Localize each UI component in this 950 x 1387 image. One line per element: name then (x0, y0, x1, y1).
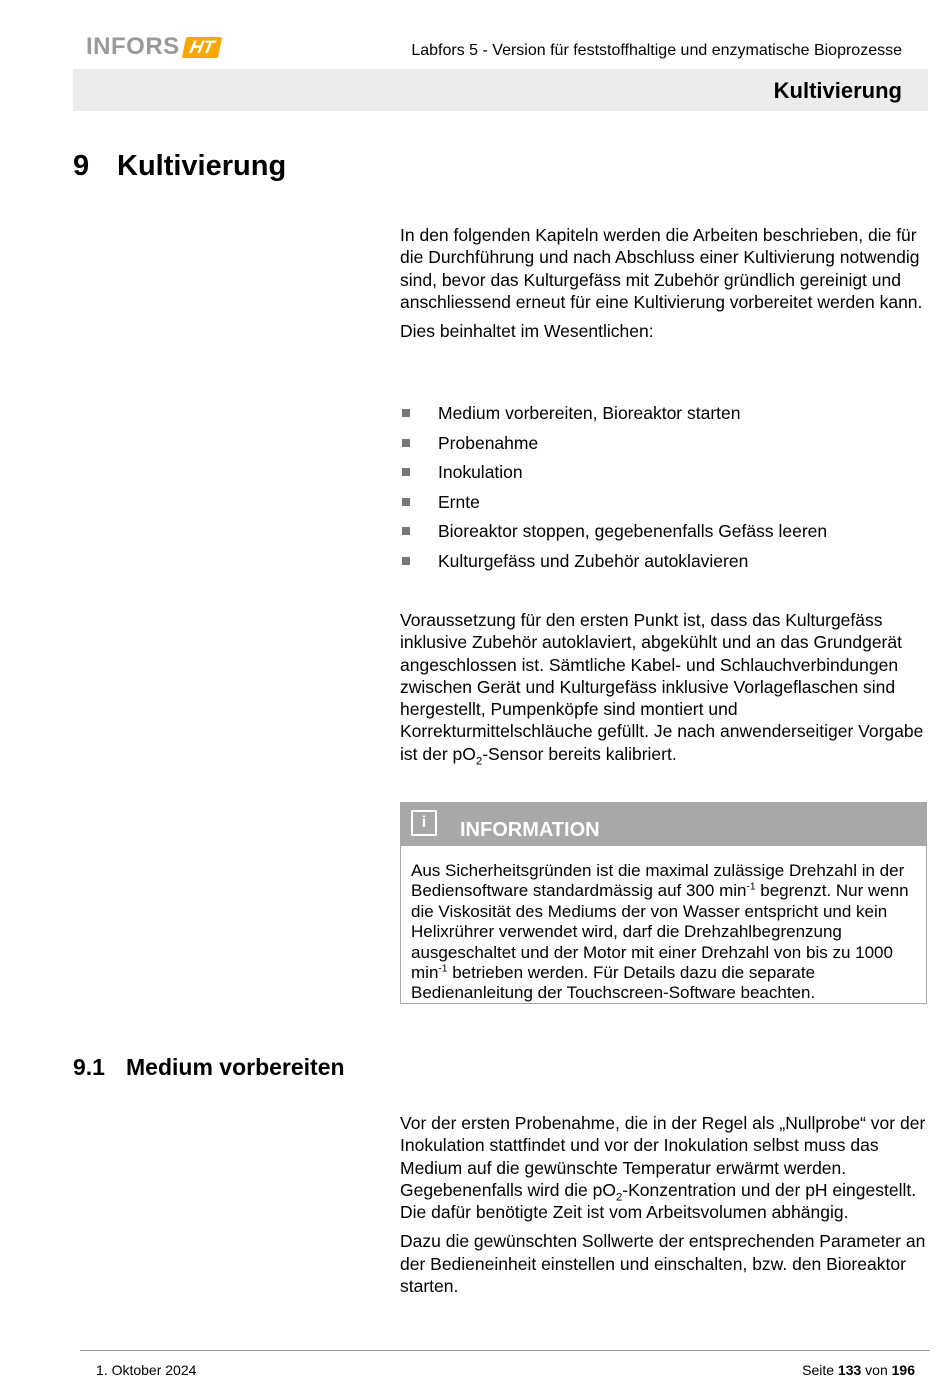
info-icon: i (411, 810, 437, 836)
subscript: 2 (615, 1191, 623, 1204)
prereq-text-1: Voraussetzung für den ersten Punkt ist, dass das Kulturgefäss inklusive Zubehör autoklaviert, abgekühlt und an das Grundgerät angeschlossen ist. Sämtliche Kabel- und Schlauchverbindungen zwischen Gerät und Kulturgefäss inklusive Vorlageflaschen sind hergestellt, Pumpenköpfe sind montiert und Korrekturmittelschläuche gefüllt. Je nach anwenderseitiger Vorgabe ist der pO (400, 610, 924, 764)
bullet-square-icon (402, 498, 410, 506)
bullet-square-icon (402, 557, 410, 565)
chapter-header-bar (73, 69, 928, 111)
bullet-square-icon (402, 409, 410, 417)
subscript: 2 (475, 755, 483, 768)
footer-divider (80, 1350, 930, 1351)
info-text-1: Aus Sicherheitsgründen ist die maximal zulässige Drehzahl in der Bediensoftware standardmässig auf 300 min (411, 861, 905, 901)
section-heading (73, 1054, 345, 1081)
list-item-label: Probenahme (438, 432, 539, 453)
information-box-header (401, 803, 926, 846)
list-item (400, 402, 928, 432)
footer-date: 1. Oktober 2024 (96, 1362, 197, 1378)
list-item-label: Inokulation (438, 462, 523, 483)
intro-paragraph-1: In den folgenden Kapiteln werden die Arbeiten beschrieben, die für die Durchführung und nach Abschluss einer Kultivierung notwendig sind, bevor das Kulturgefäss mit Zubehör gründlich gereinigt und anschliessend erneut für eine Kultivierung vorbereitet werden kann. (400, 225, 923, 312)
section-number: 9.1 (73, 1054, 105, 1080)
information-body (401, 846, 926, 1004)
intro-paragraph-2: Dies beinhaltet im Wesentlichen: (400, 321, 654, 342)
bullet-square-icon (402, 439, 410, 447)
prerequisite-text (400, 609, 928, 772)
info-text-3: betrieben werden. Für Details dazu die separate Bedienanleitung der Touchscreen-Software beachten. (411, 963, 816, 1003)
section-text (400, 1112, 928, 1304)
list-item-label: Kulturgefäss und Zubehör autoklavieren (438, 550, 749, 571)
section-p1-text-1: Vor der ersten Probenahme, die in der Regel als „Nullprobe“ vor der Inokulation stattfindet und vor der Inokulation selbst muss das Medium auf die gewünschte Temperatur erwärmt werden. Gegebenenfalls wird die pO (400, 1113, 926, 1200)
list-item (400, 520, 928, 550)
list-item-label: Bioreaktor stoppen, gegebenenfalls Gefäss leeren (438, 521, 828, 542)
section-paragraph-1 (400, 1112, 928, 1223)
page-current: 133 (837, 1362, 862, 1378)
logo-badge: HT (181, 37, 221, 58)
info-text-2: begrenzt. Nur wenn die Viskosität des Mediums der von Wasser entspricht und kein Helixrührer verwendet wird, darf die Drehzahlbegrenzung ausgeschaltet und der Motor mit einer Drehzahl von bis zu 1000 min (411, 881, 909, 983)
task-list (400, 402, 928, 580)
footer-page-number (802, 1362, 915, 1378)
list-item-label: Medium vorbereiten, Bioreaktor starten (438, 403, 741, 423)
list-item (400, 491, 928, 521)
section-title: Medium vorbereiten (126, 1054, 345, 1080)
prereq-text-2: -Sensor bereits kalibriert. (482, 743, 677, 764)
information-box (400, 802, 927, 1004)
bullet-square-icon (402, 527, 410, 535)
superscript: -1 (438, 963, 448, 975)
page-prefix: Seite (802, 1362, 838, 1378)
page-mid: von (861, 1362, 892, 1378)
chapter-number: 9 (73, 150, 90, 182)
information-title: INFORMATION (460, 819, 600, 841)
section-p1-text-2: -Konzentration und der pH eingestellt. Die dafür benötigte Zeit ist vom Arbeitsvolumen abhängig. (400, 1179, 917, 1223)
superscript: -1 (746, 881, 756, 893)
prerequisite-paragraph (400, 609, 928, 768)
list-item (400, 432, 928, 462)
document-title: Labfors 5 - Version für feststoffhaltige und enzymatische Bioprozesse (411, 42, 902, 59)
bullet-square-icon (402, 468, 410, 476)
infors-ht-logo (86, 33, 220, 61)
chapter-heading (73, 150, 286, 183)
logo-text: INFORS (86, 33, 180, 60)
chapter-header-title: Kultivierung (773, 78, 902, 103)
section-paragraph-2: Dazu die gewünschten Sollwerte der entsprechenden Parameter an der Bedieneinheit einstellen und einschalten, bzw. den Bioreaktor starten. (400, 1231, 926, 1297)
list-item (400, 550, 928, 580)
page-total: 196 (891, 1362, 915, 1378)
list-item-label: Ernte (438, 491, 480, 512)
list-item (400, 461, 928, 491)
chapter-title: Kultivierung (117, 150, 287, 182)
intro-text (400, 224, 928, 349)
